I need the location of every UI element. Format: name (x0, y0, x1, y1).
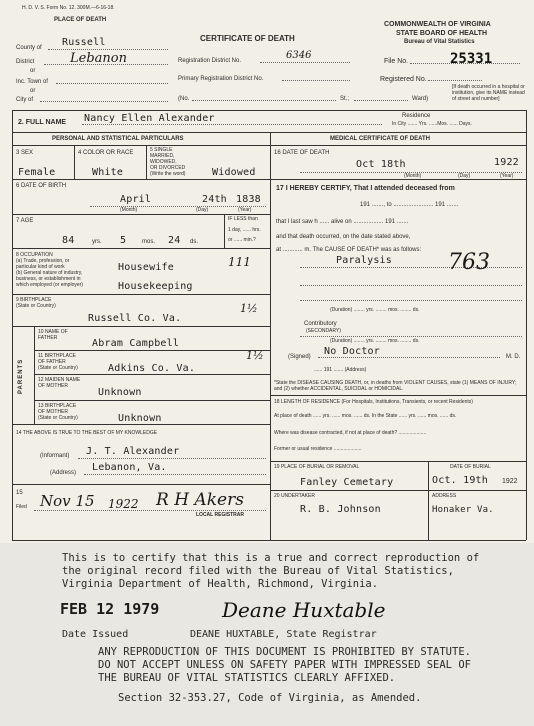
hospital-note: [If death occurred in a hospital or institution, give its NAME instead of street and number] (452, 84, 525, 102)
occupation-label-line-1: 8 OCCUPATION (16, 252, 53, 258)
full-name-label: 2. FULL NAME (18, 119, 67, 126)
marital-label-line-2: MARRIED, (150, 153, 175, 159)
birthplace-label (16, 297, 56, 309)
secondary-label: (SECONDARY) (306, 328, 341, 334)
age-ds-label: ds. (190, 239, 199, 245)
file-no-value: 25331 (450, 51, 493, 67)
district-value: Lebanon (70, 51, 127, 66)
birthplace-value: Russell Co. Va. (88, 313, 182, 324)
occupation-a-value: Housewife (118, 262, 174, 273)
date-of-death-label: 16 DATE OF DEATH (274, 150, 330, 156)
reg-district-label: Registration District No. (178, 58, 242, 64)
age-months: 5 (120, 235, 127, 246)
reg-district-value: 6346 (286, 50, 312, 61)
warning-line-3: THE BUREAU OF VITAL STATISTICS CLEARLY AFFIXED. (98, 672, 396, 684)
commonwealth-line-2: STATE BOARD OF HEALTH (396, 30, 487, 37)
in-city-label: In City ....... Yrs. ......Mos. ...... Days. (392, 121, 472, 127)
place-of-death-row: At place of death ...... yrs. ...... mos. ...... ds. In the State ...... yrs. ...... mos. ...... ds. (274, 413, 457, 419)
form-id: H. D. V. S. Form No. 12. 300M.—6-16-18. (22, 5, 115, 11)
death-year: 1922 (494, 157, 519, 168)
mother-bp-label-line-3: (State or Country) (38, 415, 78, 421)
father-bp-label-line-3: (State or Country) (38, 365, 78, 371)
date-issued-value: FEB 12 1979 (60, 600, 160, 618)
father-name-value: Abram Campbell (92, 338, 180, 349)
registrar-signature: R H Akers (156, 490, 244, 510)
cert-text-line-2: the original record filed with the Bureau of Vital Statistics, (62, 565, 454, 577)
filed-number: 15 (16, 490, 23, 496)
residence-label: Residence (402, 113, 431, 119)
age-label: 7 AGE (16, 218, 34, 224)
address-ward-label: Ward) (412, 96, 429, 102)
duration-line-2: (Duration) ........ yrs. ........ mos. ........ ds. (330, 338, 420, 344)
cert-text-line-1: This is to certify that this is a true and correct reproduction of (62, 552, 480, 564)
occupation-b-value: Housekeeping (118, 281, 193, 292)
undertaker-value: R. B. Johnson (300, 504, 381, 515)
cert-text-line-3: Virginia Department of Health, Richmond, Virginia. (62, 578, 379, 590)
birthplace-label-line-2: (State or Country) (16, 303, 56, 309)
contributory-label: Contributory (304, 321, 337, 327)
occupation-label-line-2: (a) Trade, profession, or (16, 258, 70, 264)
day-hrs-label: 1 day, ...... hrs. (228, 227, 261, 233)
margin-note-2: 1½ (246, 349, 264, 362)
occupation-label-line-4: (b) General nature of industry, (16, 270, 83, 276)
mother-bp-value: Unknown (118, 413, 162, 424)
certify-text: 17 I HEREBY CERTIFY, That I attended deceased from (276, 185, 455, 192)
marital-label-line-4: OR DIVORCED (150, 165, 186, 171)
margin-note-1: 1½ (240, 302, 258, 315)
marital-label (150, 147, 185, 177)
burial-label: 19 PLACE OF BURIAL OR REMOVAL (274, 464, 360, 470)
or-label-2: or (30, 88, 36, 94)
address-line: ...... 191 ....... (Address) (314, 367, 367, 373)
filed-value: Nov 15 (40, 492, 95, 510)
md-label: M. D. (506, 354, 521, 360)
occupation-label-line-6: which employed (or employer) (16, 282, 83, 288)
birth-day: 24th (202, 194, 227, 205)
burial-value: Fanley Cemetary (300, 477, 394, 488)
signed-label: (Signed) (288, 354, 311, 360)
death-month-small: (Month) (404, 173, 422, 179)
medical-header: MEDICAL CERTIFICATE OF DEATH (330, 136, 430, 142)
informant-value: J. T. Alexander (86, 446, 180, 457)
occupation-label (16, 252, 83, 288)
father-name-label-line-1: 10 NAME OF (38, 329, 68, 335)
primary-reg-label: Primary Registration District No. (178, 76, 264, 82)
warning-line-2: DO NOT ACCEPT UNLESS ON SAFETY PAPER WITH IMPRESSED SEAL OF (98, 659, 471, 671)
last-saw-line: that I last saw h ...... alive on .................. 191 ....... (276, 219, 409, 225)
mother-bp-label-line-1: 13 BIRTHPLACE (38, 403, 77, 409)
marital-label-line-5: (Write the word) (150, 171, 186, 177)
commonwealth-line-3: Bureau of Vital Statistics (404, 39, 475, 45)
father-name-label-line-2: FATHER (38, 335, 58, 341)
occupation-code: 111 (228, 255, 251, 269)
mother-bp-label-line-2: OF MOTHER (38, 409, 68, 415)
age-days: 24 (168, 235, 181, 246)
father-name-label (38, 329, 68, 341)
full-name-value: Nancy Ellen Alexander (84, 113, 215, 124)
state-registrar-name: DEANE HUXTABLE, State Registrar (190, 629, 377, 640)
marital-label-line-3: WIDOWED, (150, 159, 177, 165)
personal-header: PERSONAL AND STATISTICAL PARTICULARS (52, 136, 184, 142)
parents-label: PARENTS (18, 358, 24, 394)
death-day-small: (Day) (458, 173, 471, 179)
filed-year: 1922 (108, 497, 139, 511)
occupation-label-line-3: particular kind of work (16, 264, 65, 270)
color-value: White (92, 167, 124, 178)
undertaker-label: 20 UNDERTAKER (274, 493, 315, 499)
or-min-label: or ...... min.? (228, 237, 256, 243)
signed-value: No Doctor (324, 346, 380, 357)
age-yrs-label: yrs. (92, 239, 102, 245)
less-than-label: IF LESS than (228, 216, 258, 222)
mother-name-label (38, 377, 80, 389)
mother-bp-label (38, 403, 78, 421)
date-burial-value: Oct. 19th (432, 475, 488, 486)
mother-name-label-line-1: 12 MAIDEN NAME (38, 377, 81, 383)
occupation-label-line-5: business, or establishment in (16, 276, 81, 282)
und-address-value: Honaker Va. (432, 505, 494, 515)
cause-code: 763 (448, 250, 490, 275)
local-registrar-label: LOCAL REGISTRAR (196, 512, 244, 518)
father-bp-label-line-1: 11 BIRTHPLACE (38, 353, 76, 359)
mother-name-value: Unknown (98, 387, 142, 398)
death-year-small: (Year) (500, 173, 514, 179)
death-occurred-line: and that death occurred, on the date stated above, (276, 234, 411, 240)
county-value: Russell (62, 37, 106, 48)
burial-year: 1922 (502, 478, 518, 485)
or-label: or (30, 68, 36, 74)
marital-value: Widowed (212, 167, 256, 178)
sex-value: Female (18, 167, 56, 178)
town-label: Inc. Town of (16, 79, 48, 85)
father-bp-label (38, 353, 78, 371)
father-bp-value: Adkins Co. Va. (108, 363, 196, 374)
color-label: 4 COLOR OR RACE (78, 150, 134, 156)
date-burial-label: DATE OF BURIAL (450, 464, 491, 470)
cause-value: Paralysis (336, 255, 392, 266)
father-bp-label-line-2: OF FATHER (38, 359, 66, 365)
where-contracted: Where was disease contracted, if not at place of death? .................... (274, 430, 427, 436)
date-issued-label: Date Issued (62, 629, 129, 640)
sex-label: 3 SEX (16, 150, 34, 156)
warning-line-1: ANY REPRODUCTION OF THIS DOCUMENT IS PROHIBITED BY STATUTE. (98, 646, 471, 658)
former-residence: Former or usual residence .................... (274, 446, 362, 452)
address-st-label: St.; (340, 96, 350, 102)
age-years: 84 (62, 235, 75, 246)
at-line: at ............ m. The CAUSE OF DEATH* was as follows: (276, 247, 422, 253)
birth-label: 6 DATE OF BIRTH (16, 183, 67, 189)
informant-label: (Informant) (40, 453, 70, 459)
informant-heading: 14 THE ABOVE IS TRUE TO THE BEST OF MY KNOWLEDGE (16, 430, 158, 436)
certificate-title: CERTIFICATE OF DEATH (200, 34, 295, 43)
state-note: *State the DISEASE CAUSING DEATH, or, in deaths from VIOLENT CAUSES, state (1) MEANS OF INJURY; and (2) whether ACCIDENTAL, SUICIDAL or HOMICIDAL. (274, 380, 517, 392)
age-mos-label: mos. (142, 239, 156, 245)
birth-year-small: (Year) (238, 207, 252, 213)
mother-name-label-line-2: OF MOTHER (38, 383, 68, 389)
birth-day-small: (Day) (196, 207, 209, 213)
commonwealth-line-1: COMMONWEALTH OF VIRGINIA (384, 21, 491, 28)
code-section: Section 32-353.27, Code of Virginia, as Amended. (118, 692, 422, 704)
marital-label-line-1: 5 SINGLE (150, 147, 173, 153)
county-label: County of (16, 45, 42, 51)
und-address-label: ADDRESS (432, 493, 457, 499)
death-month-day: Oct 18th (356, 159, 406, 170)
birth-year: 1838 (236, 194, 261, 205)
birth-month-small: (Month) (120, 207, 138, 213)
file-no-label: File No. (384, 58, 409, 65)
birthplace-label-line-1: 9 BIRTHPLACE (16, 297, 52, 303)
filed-label: Filed (16, 504, 27, 510)
registered-no-label: Registered No. (380, 76, 427, 83)
district-label: District (16, 59, 35, 65)
city-label: City of (16, 97, 34, 103)
birth-month: April (120, 194, 152, 205)
duration-line-1: (Duration) ........ yrs. ........ mos. ........ ds. (330, 307, 420, 313)
inf-address-label: (Address) (50, 470, 77, 476)
cert-line-2: 191 ......., to ........................ 191 ....... (360, 202, 459, 208)
residence-length-label: 18 LENGTH OF RESIDENCE (For Hospitals, Institutions, Transients, or recent Residents) (274, 399, 473, 405)
inf-address-value: Lebanon, Va. (92, 462, 167, 473)
place-of-death-heading: PLACE OF DEATH (54, 17, 107, 23)
state-registrar-signature: Deane Huxtable (222, 598, 386, 622)
address-no-label: (No. (178, 96, 190, 102)
